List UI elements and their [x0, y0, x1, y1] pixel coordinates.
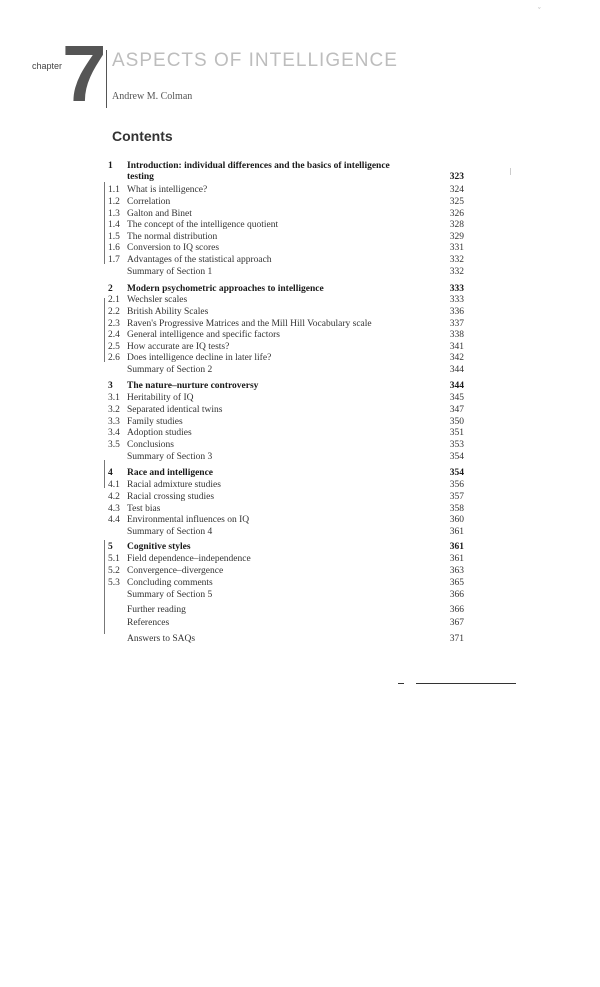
toc-section-number: 2.6	[108, 353, 120, 363]
toc-page-number: 366	[449, 590, 464, 600]
toc-page-number: 341	[449, 342, 464, 352]
toc-row	[108, 329, 464, 341]
toc-entry-title: How accurate are IQ tests?	[127, 342, 230, 352]
toc-entry-title: Heritability of IQ	[127, 393, 194, 403]
toc-page-number: 329	[449, 232, 464, 242]
toc-row	[108, 392, 464, 404]
toc-section-number: 2	[108, 284, 113, 294]
toc-section-number: 2.1	[108, 295, 120, 305]
toc-page-number: 336	[449, 307, 464, 317]
toc-section-number: 2.5	[108, 342, 120, 352]
toc-section-number: 4.1	[108, 480, 120, 490]
toc-entry-title: Environmental influences on IQ	[127, 515, 250, 525]
toc-page-number: 338	[449, 330, 464, 340]
footer-rule	[398, 683, 404, 684]
toc-page-number: 354	[449, 452, 464, 462]
toc-row	[108, 617, 464, 629]
footer-rule	[416, 683, 516, 684]
toc-entry-title: Summary of Section 4	[127, 527, 213, 537]
toc-row	[108, 219, 464, 231]
toc-row	[108, 171, 464, 183]
toc-row	[108, 604, 464, 616]
toc-section-number: 1.7	[108, 255, 120, 265]
toc-section-number: 2.4	[108, 330, 120, 340]
toc-entry-title: testing	[127, 172, 154, 182]
toc-section-number: 3.1	[108, 393, 120, 403]
toc-section-number: 1	[108, 161, 113, 171]
margin-bar	[104, 298, 105, 362]
toc-section-number: 2.2	[108, 307, 120, 317]
toc-section-number: 3	[108, 381, 113, 391]
toc-entry-title: Correlation	[127, 197, 171, 207]
toc-page-number: 354	[449, 468, 464, 478]
toc-page-number: 363	[449, 566, 464, 576]
toc-entry-title: Wechsler scales	[127, 295, 188, 305]
toc-page-number: 326	[449, 209, 464, 219]
toc-section-number: 4.2	[108, 492, 120, 502]
toc-section-number: 3.2	[108, 405, 120, 415]
margin-bar	[104, 540, 105, 634]
toc-entry-title: General intelligence and specific factors	[127, 330, 280, 340]
toc-row	[108, 427, 464, 439]
toc-entry-title: Summary of Section 2	[127, 365, 213, 375]
toc-entry-title: What is intelligence?	[127, 185, 208, 195]
toc-row	[108, 589, 464, 601]
toc-row	[108, 451, 464, 463]
toc-page-number: 332	[449, 255, 464, 265]
toc-section-number: 1.5	[108, 232, 120, 242]
toc-page-number: 356	[449, 480, 464, 490]
toc-page-number: 357	[449, 492, 464, 502]
toc-entry-title: Galton and Binet	[127, 209, 192, 219]
toc-page-number: 344	[449, 365, 464, 375]
toc-row	[108, 491, 464, 503]
toc-entry-title: Conclusions	[127, 440, 174, 450]
toc-page-number: 367	[449, 618, 464, 628]
toc-section-number: 4.3	[108, 504, 120, 514]
chapter-title: ASPECTS OF INTELLIGENCE	[112, 50, 398, 71]
toc-section-number: 3.4	[108, 428, 120, 438]
toc-entry-title: British Ability Scales	[127, 307, 209, 317]
toc-row	[108, 565, 464, 577]
toc-entry-title: The concept of the intelligence quotient	[127, 220, 279, 230]
toc-entry-title: Separated identical twins	[127, 405, 223, 415]
toc-row	[108, 294, 464, 306]
toc-entry-title: Race and intelligence	[127, 468, 214, 478]
toc-row	[108, 364, 464, 376]
toc-entry-title: Family studies	[127, 417, 183, 427]
toc-page-number: 328	[449, 220, 464, 230]
toc-entry-title: Racial crossing studies	[127, 492, 215, 502]
toc-row	[108, 553, 464, 565]
toc-row	[108, 541, 464, 553]
toc-page-number: 333	[449, 284, 464, 294]
toc-entry-title: Introduction: individual differences and the basics of intelligence	[127, 161, 390, 171]
toc-entry-title: Cognitive styles	[127, 542, 191, 552]
toc-row	[108, 254, 464, 266]
toc-page-number: 345	[449, 393, 464, 403]
toc-page-number: 361	[449, 542, 464, 552]
toc-row	[108, 380, 464, 392]
toc-row	[108, 514, 464, 526]
toc-page-number: 361	[449, 554, 464, 564]
toc-section-number: 5.3	[108, 578, 120, 588]
toc-row	[108, 526, 464, 538]
toc-entry-title: References	[127, 618, 170, 628]
toc-section-number: 1.1	[108, 185, 120, 195]
toc-section-number: 1.3	[108, 209, 120, 219]
toc-page-number: 360	[449, 515, 464, 525]
toc-row	[108, 467, 464, 479]
toc-section-number: 5.1	[108, 554, 120, 564]
toc-section-number: 4.4	[108, 515, 120, 525]
toc-page-number: 371	[449, 634, 464, 644]
toc-entry-title: Answers to SAQs	[127, 634, 196, 644]
toc-row	[108, 184, 464, 196]
toc-row	[108, 577, 464, 589]
toc-entry-title: Test bias	[127, 504, 161, 514]
toc-section-number: 1.2	[108, 197, 120, 207]
toc-page-number: 344	[449, 381, 464, 391]
toc-entry-title: Does intelligence decline in later life?	[127, 353, 272, 363]
toc-page-number: 332	[449, 267, 464, 277]
chapter-divider	[106, 50, 107, 108]
toc-entry-title: Further reading	[127, 605, 186, 615]
chapter-number: 7	[62, 29, 105, 118]
toc-page-number: 353	[449, 440, 464, 450]
toc-page-number: 323	[449, 172, 464, 182]
toc-section-number: 2.3	[108, 319, 120, 329]
toc-row	[108, 196, 464, 208]
toc-page-number: 347	[449, 405, 464, 415]
toc-page-number: 324	[449, 185, 464, 195]
toc-section-number: 1.4	[108, 220, 120, 230]
toc-page-number: 342	[449, 353, 464, 363]
toc-section-number: 1.6	[108, 243, 120, 253]
toc-entry-title: Racial admixture studies	[127, 480, 221, 490]
toc-row	[108, 633, 464, 645]
toc-entry-title: Summary of Section 5	[127, 590, 213, 600]
toc-page-number: 366	[449, 605, 464, 615]
toc-section-number: 5.2	[108, 566, 120, 576]
toc-page-number: 365	[449, 578, 464, 588]
toc-row	[108, 479, 464, 491]
toc-entry-title: Conversion to IQ scores	[127, 243, 220, 253]
toc-row	[108, 266, 464, 278]
toc-section-number: 3.5	[108, 440, 120, 450]
toc-page-number: 350	[449, 417, 464, 427]
toc-entry-title: The nature–nurture controversy	[127, 381, 259, 391]
toc-entry-title: Convergence–divergence	[127, 566, 224, 576]
toc-page-number: 325	[449, 197, 464, 207]
toc-page-number: 358	[449, 504, 464, 514]
toc-section-number: 3.3	[108, 417, 120, 427]
corner-mark: ˇ	[538, 6, 541, 15]
toc-entry-title: Advantages of the statistical approach	[127, 255, 272, 265]
margin-bar	[104, 460, 105, 488]
toc-entry-title: The normal distribution	[127, 232, 218, 242]
chapter-label: chapter	[32, 61, 63, 71]
toc-section-number: 4	[108, 468, 113, 478]
toc-page-number: 331	[449, 243, 464, 253]
toc-page-number: 361	[449, 527, 464, 537]
toc-entry-title: Raven's Progressive Matrices and the Mill Hill Vocabulary scale	[127, 319, 372, 329]
toc-entry-title: Concluding comments	[127, 578, 213, 588]
toc-page-number: 333	[449, 295, 464, 305]
toc-entry-title: Modern psychometric approaches to intelligence	[127, 284, 324, 294]
toc-row	[108, 242, 464, 254]
toc-page-number: 337	[449, 319, 464, 329]
toc-row	[108, 352, 464, 364]
toc-entry-title: Summary of Section 1	[127, 267, 213, 277]
margin-mark	[510, 168, 511, 175]
toc-section-number: 5	[108, 542, 113, 552]
margin-bar	[104, 182, 105, 264]
toc-entry-title: Summary of Section 3	[127, 452, 213, 462]
toc-entry-title: Adoption studies	[127, 428, 192, 438]
toc-row	[108, 439, 464, 451]
toc-row	[108, 306, 464, 318]
toc-row	[108, 404, 464, 416]
chapter-author: Andrew M. Colman	[112, 91, 193, 102]
toc-entry-title: Field dependence–independence	[127, 554, 251, 564]
toc-page-number: 351	[449, 428, 464, 438]
contents-heading: Contents	[112, 128, 173, 144]
